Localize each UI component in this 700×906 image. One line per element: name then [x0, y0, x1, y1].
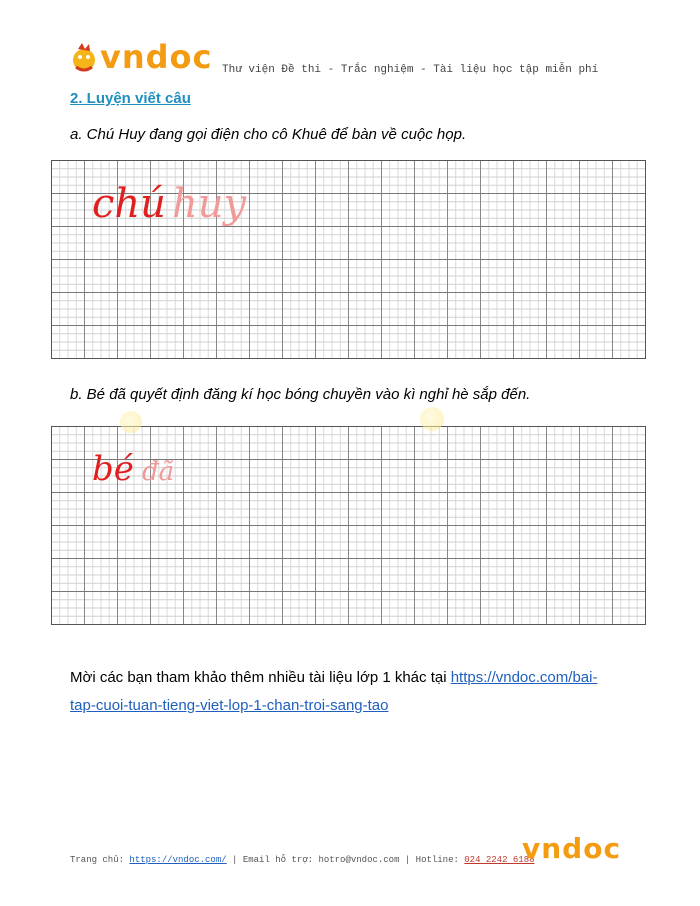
writing-grid-b[interactable] [51, 426, 646, 625]
footer-logo[interactable] [522, 832, 622, 865]
footer-hotline[interactable]: 024 2242 6188 [464, 855, 535, 865]
more-resources-line1 [70, 669, 597, 686]
more-resources-line2 [70, 697, 389, 714]
sample-word-trace: huy [172, 181, 247, 227]
writing-grid-a[interactable] [51, 160, 646, 359]
more-resources-link[interactable]: https://vndoc.com/bai- [450, 669, 598, 686]
exercise-b-prompt: b. Bé đã quyết định đăng kí học bóng chuyền vào kì nghỉ hè sắp đến. [70, 386, 531, 403]
decorative-mascot-icon [120, 411, 142, 433]
footer [70, 855, 535, 865]
footer-home-link[interactable]: https://vndoc.com/ [129, 855, 227, 865]
header-tagline: Thư viện Đề thi - Trắc nghiệm - Tài liệu học tập miễn phí [222, 64, 599, 76]
vndoc-logo[interactable] [70, 38, 213, 76]
decorative-circle-icon [420, 407, 444, 431]
logo-text: vndoc [100, 38, 213, 76]
footer-email: | Email hỗ trợ: hotro@vndoc.com | Hotline: [226, 855, 465, 865]
sample-word-red: bé [92, 449, 134, 489]
footer-logo-text: vndoc [522, 832, 622, 865]
exercise-a-prompt: a. Chú Huy đang gọi điện cho cô Khuê để bàn về cuộc họp. [70, 126, 467, 143]
sample-word-red: chú [92, 181, 166, 227]
footer-home-label: Trang chủ: [70, 855, 130, 865]
more-resources-link-continued[interactable]: tap-cuoi-tuan-tieng-viet-lop-1-chan-troi-sang-tao [70, 697, 389, 714]
section-title: 2. Luyện viết câu [70, 90, 191, 107]
sample-word-trace: đã [142, 457, 175, 487]
more-resources-text: Mời các bạn tham khảo thêm nhiều tài liệu lớp 1 khác tại [70, 669, 451, 686]
